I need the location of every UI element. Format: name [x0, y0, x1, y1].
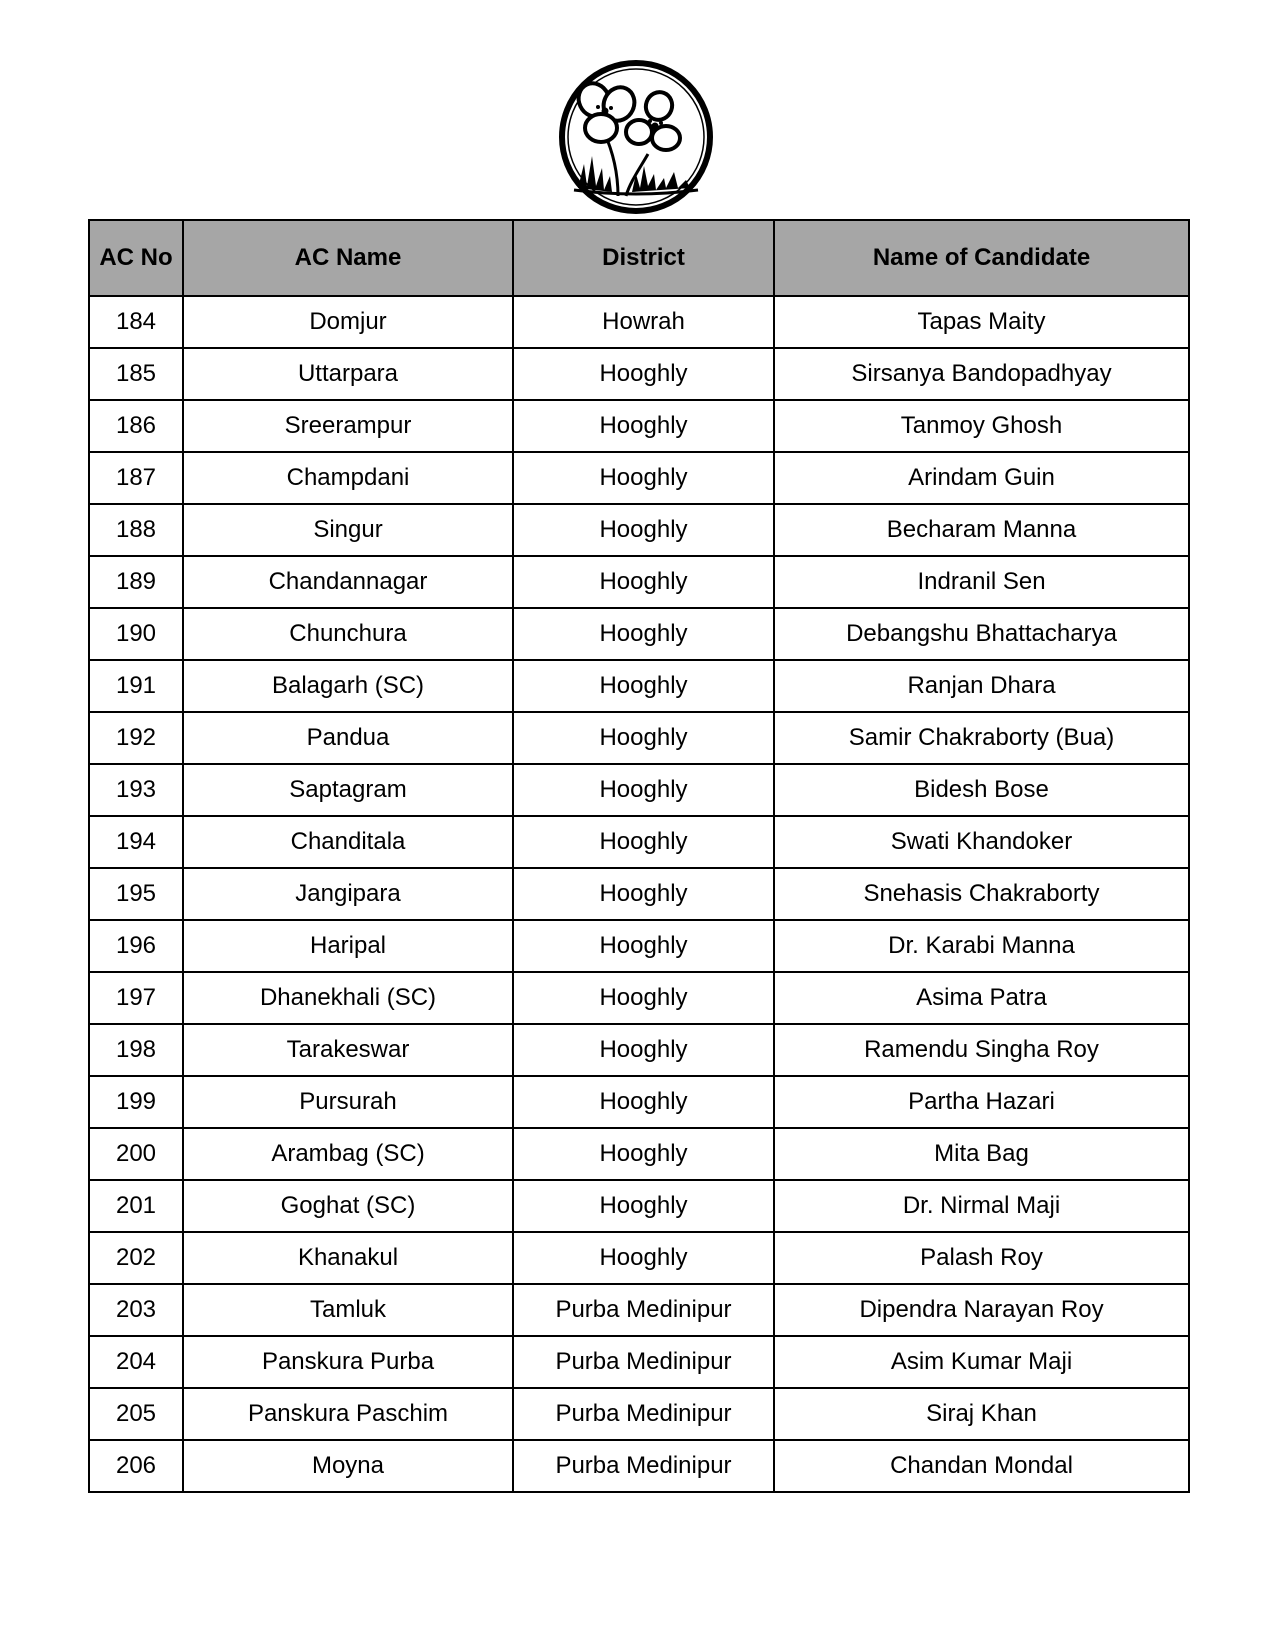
cell-candidate: Debangshu Bhattacharya [774, 608, 1189, 660]
cell-candidate: Ranjan Dhara [774, 660, 1189, 712]
table-row [89, 504, 1189, 556]
cell-ac-name: Jangipara [183, 868, 513, 920]
cell-ac-no: 189 [89, 556, 183, 608]
cell-ac-name: Sreerampur [183, 400, 513, 452]
header-district: District [513, 220, 774, 296]
cell-ac-name: Champdani [183, 452, 513, 504]
cell-candidate: Sirsanya Bandopadhyay [774, 348, 1189, 400]
cell-candidate: Mita Bag [774, 1128, 1189, 1180]
table-row [89, 868, 1189, 920]
cell-ac-name: Panskura Purba [183, 1336, 513, 1388]
cell-candidate: Becharam Manna [774, 504, 1189, 556]
cell-candidate: Swati Khandoker [774, 816, 1189, 868]
cell-ac-name: Goghat (SC) [183, 1180, 513, 1232]
cell-candidate: Asima Patra [774, 972, 1189, 1024]
cell-candidate: Asim Kumar Maji [774, 1336, 1189, 1388]
table-row [89, 348, 1189, 400]
table-body [89, 296, 1189, 1492]
cell-district: Hooghly [513, 608, 774, 660]
cell-district: Hooghly [513, 764, 774, 816]
table-row [89, 1232, 1189, 1284]
cell-candidate: Ramendu Singha Roy [774, 1024, 1189, 1076]
cell-ac-name: Pandua [183, 712, 513, 764]
table-row [89, 1180, 1189, 1232]
cell-ac-name: Haripal [183, 920, 513, 972]
cell-district: Hooghly [513, 1128, 774, 1180]
cell-district: Hooghly [513, 972, 774, 1024]
cell-ac-no: 198 [89, 1024, 183, 1076]
cell-ac-no: 184 [89, 296, 183, 348]
cell-ac-name: Khanakul [183, 1232, 513, 1284]
cell-ac-name: Arambag (SC) [183, 1128, 513, 1180]
cell-district: Purba Medinipur [513, 1336, 774, 1388]
cell-ac-name: Chunchura [183, 608, 513, 660]
cell-ac-no: 204 [89, 1336, 183, 1388]
table-row [89, 660, 1189, 712]
cell-ac-name: Pursurah [183, 1076, 513, 1128]
cell-ac-name: Balagarh (SC) [183, 660, 513, 712]
twin-flowers-icon [556, 58, 716, 216]
cell-candidate: Partha Hazari [774, 1076, 1189, 1128]
cell-ac-no: 196 [89, 920, 183, 972]
cell-district: Purba Medinipur [513, 1440, 774, 1492]
cell-district: Purba Medinipur [513, 1284, 774, 1336]
table-row [89, 764, 1189, 816]
cell-ac-no: 192 [89, 712, 183, 764]
cell-ac-name: Tamluk [183, 1284, 513, 1336]
party-logo [556, 58, 716, 216]
table-row [89, 1388, 1189, 1440]
cell-candidate: Bidesh Bose [774, 764, 1189, 816]
table-row [89, 452, 1189, 504]
cell-district: Hooghly [513, 660, 774, 712]
cell-ac-no: 193 [89, 764, 183, 816]
cell-ac-no: 187 [89, 452, 183, 504]
table-row [89, 1076, 1189, 1128]
cell-district: Hooghly [513, 556, 774, 608]
cell-district: Hooghly [513, 452, 774, 504]
table-row [89, 556, 1189, 608]
table-header [89, 220, 1189, 296]
cell-ac-name: Chanditala [183, 816, 513, 868]
cell-district: Hooghly [513, 920, 774, 972]
table-row [89, 1128, 1189, 1180]
cell-candidate: Arindam Guin [774, 452, 1189, 504]
cell-ac-name: Uttarpara [183, 348, 513, 400]
cell-ac-no: 197 [89, 972, 183, 1024]
cell-district: Purba Medinipur [513, 1388, 774, 1440]
cell-ac-name: Singur [183, 504, 513, 556]
cell-ac-name: Tarakeswar [183, 1024, 513, 1076]
cell-district: Hooghly [513, 868, 774, 920]
table-row [89, 972, 1189, 1024]
table-row [89, 1440, 1189, 1492]
table-row [89, 816, 1189, 868]
cell-ac-no: 205 [89, 1388, 183, 1440]
cell-district: Hooghly [513, 1180, 774, 1232]
cell-candidate: Tapas Maity [774, 296, 1189, 348]
header-row [89, 220, 1189, 296]
cell-ac-no: 199 [89, 1076, 183, 1128]
cell-district: Hooghly [513, 400, 774, 452]
cell-ac-no: 191 [89, 660, 183, 712]
cell-ac-name: Moyna [183, 1440, 513, 1492]
candidate-table [88, 219, 1190, 1493]
cell-district: Hooghly [513, 816, 774, 868]
cell-ac-no: 206 [89, 1440, 183, 1492]
cell-ac-no: 188 [89, 504, 183, 556]
table-row [89, 296, 1189, 348]
header-ac-no: AC No [89, 220, 183, 296]
table-row [89, 608, 1189, 660]
table-row [89, 920, 1189, 972]
cell-candidate: Chandan Mondal [774, 1440, 1189, 1492]
table-row [89, 1284, 1189, 1336]
cell-ac-name: Chandannagar [183, 556, 513, 608]
table-row [89, 400, 1189, 452]
cell-candidate: Dipendra Narayan Roy [774, 1284, 1189, 1336]
cell-ac-no: 201 [89, 1180, 183, 1232]
cell-ac-name: Panskura Paschim [183, 1388, 513, 1440]
cell-candidate: Dr. Karabi Manna [774, 920, 1189, 972]
table-row [89, 1024, 1189, 1076]
cell-candidate: Indranil Sen [774, 556, 1189, 608]
cell-candidate: Tanmoy Ghosh [774, 400, 1189, 452]
table-row [89, 712, 1189, 764]
cell-ac-name: Domjur [183, 296, 513, 348]
cell-ac-no: 200 [89, 1128, 183, 1180]
cell-ac-name: Saptagram [183, 764, 513, 816]
cell-candidate: Dr. Nirmal Maji [774, 1180, 1189, 1232]
cell-candidate: Palash Roy [774, 1232, 1189, 1284]
cell-district: Howrah [513, 296, 774, 348]
cell-candidate: Samir Chakraborty (Bua) [774, 712, 1189, 764]
table-row [89, 1336, 1189, 1388]
cell-district: Hooghly [513, 504, 774, 556]
header-ac-name: AC Name [183, 220, 513, 296]
cell-district: Hooghly [513, 1024, 774, 1076]
cell-district: Hooghly [513, 348, 774, 400]
cell-district: Hooghly [513, 1076, 774, 1128]
header-candidate: Name of Candidate [774, 220, 1189, 296]
cell-district: Hooghly [513, 1232, 774, 1284]
cell-ac-no: 203 [89, 1284, 183, 1336]
cell-district: Hooghly [513, 712, 774, 764]
cell-ac-no: 202 [89, 1232, 183, 1284]
cell-candidate: Snehasis Chakraborty [774, 868, 1189, 920]
cell-ac-name: Dhanekhali (SC) [183, 972, 513, 1024]
cell-ac-no: 195 [89, 868, 183, 920]
cell-candidate: Siraj Khan [774, 1388, 1189, 1440]
cell-ac-no: 185 [89, 348, 183, 400]
cell-ac-no: 190 [89, 608, 183, 660]
cell-ac-no: 186 [89, 400, 183, 452]
cell-ac-no: 194 [89, 816, 183, 868]
